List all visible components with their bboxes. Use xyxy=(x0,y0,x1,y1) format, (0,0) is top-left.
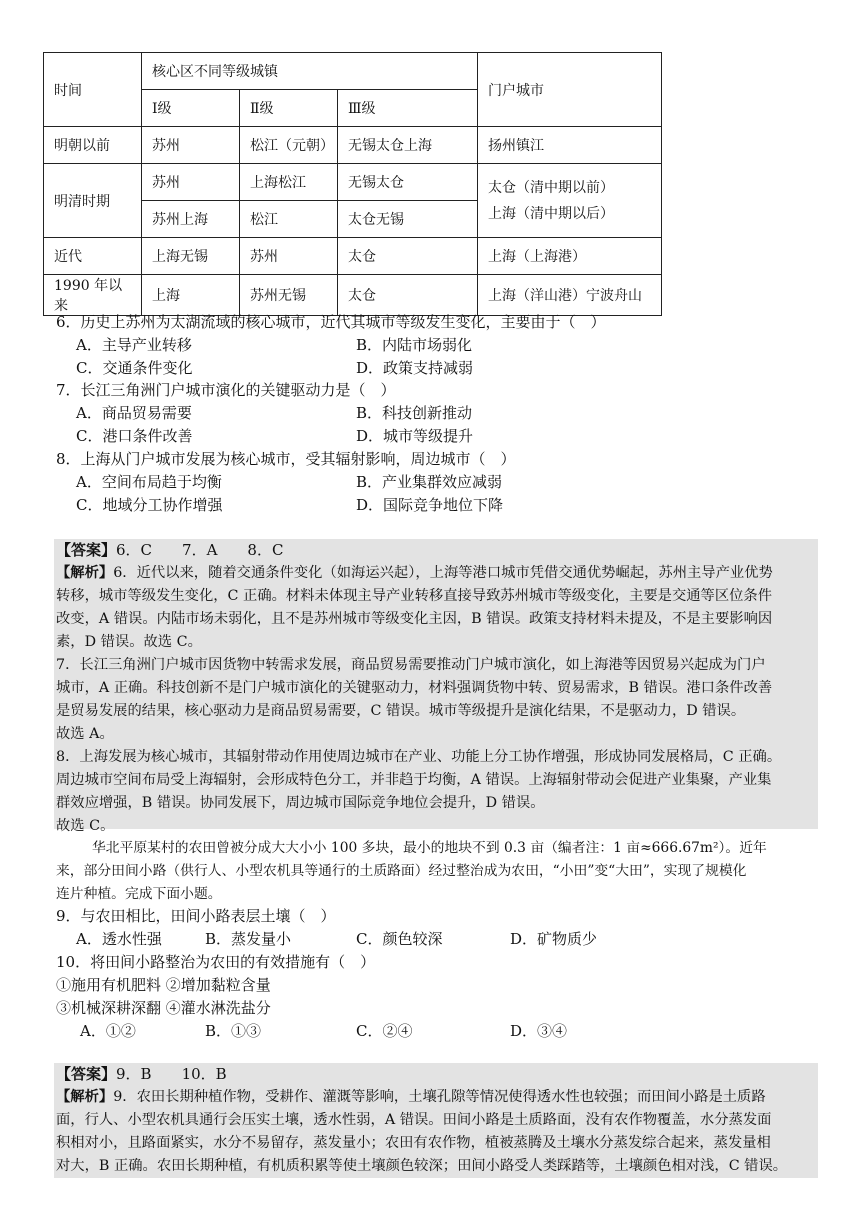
option: D．政策支持减弱 xyxy=(356,359,474,377)
cell: 太仓 xyxy=(338,238,478,275)
cell: 无锡太仓上海 xyxy=(338,127,478,164)
analysis-line: 群效应增强，B 错误。协同发展下，周边城市国际竞争地位会提升，D 错误。 xyxy=(56,795,545,811)
analysis-line: 故选 C。 xyxy=(56,818,115,834)
cell: 太仓 xyxy=(338,275,478,316)
option: C．②④ xyxy=(356,1022,413,1040)
cell: 上海（上海港） xyxy=(478,238,662,275)
option: A．空间布局趋于均衡 xyxy=(76,473,222,491)
cell: 明清时期 xyxy=(44,164,142,238)
analysis-line: 素，D 错误。故选 C。 xyxy=(56,634,202,650)
option: A．商品贸易需要 xyxy=(76,404,192,422)
cell: 上海（洋山港）宁波舟山 xyxy=(478,275,662,316)
cell: 近代 xyxy=(44,238,142,275)
option: B．蒸发量小 xyxy=(205,930,292,948)
table-row xyxy=(44,238,662,275)
option: C．港口条件改善 xyxy=(76,427,193,445)
cell: 松江（元朝） xyxy=(240,127,338,164)
analysis-line: 是贸易发展的结果，核心驱动力是商品贸易需要，C 错误。城市等级提升是演化结果，不是驱动力，D 错误。 xyxy=(56,703,746,719)
option: B．产业集群效应减弱 xyxy=(356,473,503,491)
analysis-line xyxy=(56,1086,766,1109)
option: C．颜色较深 xyxy=(356,930,443,948)
question-8: 8．上海从门户城市发展为核心城市，受其辐射影响，周边城市（ ） xyxy=(56,450,516,468)
option: C．交通条件变化 xyxy=(76,359,193,377)
material-line: 华北平原某村的农田曾被分成大大小小 100 多块，最小的地块不到 0.3 亩（编者注：1 亩≈666.67m²）。近年 xyxy=(92,840,767,856)
header-level-2: Ⅱ级 xyxy=(240,90,338,127)
header-gate: 门户城市 xyxy=(478,53,662,127)
option: A．透水性强 xyxy=(76,930,162,948)
analysis-line: 改变，A 错误。内陆市场未弱化，且不是苏州城市等级变化主因，B 错误。政策支持材料未提及，不是主要影响因 xyxy=(56,611,773,627)
cell: 1990 年以来 xyxy=(44,275,142,316)
option: A．主导产业转移 xyxy=(76,336,192,354)
cell: 无锡太仓 xyxy=(338,164,478,201)
header-level-1: Ⅰ级 xyxy=(142,90,240,127)
analysis-line: 面，行人、小型农机具通行会压实土壤，透水性弱，A 错误。田间小路是土质路面，没有农作物覆盖，水分蒸发面 xyxy=(56,1112,772,1128)
analysis-line: 故选 A。 xyxy=(56,726,114,742)
question-6: 6．历史上苏州为太湖流域的核心城市，近代其城市等级发生变化，主要由于（ ） xyxy=(56,313,606,331)
cell: 明朝以前 xyxy=(44,127,142,164)
cell-line: 太仓（清中期以前） xyxy=(488,179,614,196)
cell-line: 上海（清中期以后） xyxy=(488,205,614,222)
header-time: 时间 xyxy=(44,53,142,127)
answer-block-1 xyxy=(54,539,818,834)
statements-line: ①施用有机肥料 ②增加黏粒含量 xyxy=(56,976,271,994)
answer-text: 6．C 7．A 8．C xyxy=(116,541,284,559)
question-9: 9．与农田相比，田间小路表层土壤（ ） xyxy=(56,907,336,925)
cell: 苏州 xyxy=(142,127,240,164)
city-level-table xyxy=(43,52,662,316)
cell: 苏州 xyxy=(142,164,240,201)
option: C．地域分工协作增强 xyxy=(76,496,223,514)
option: A．①② xyxy=(80,1022,136,1040)
option: D．国际竞争地位下降 xyxy=(356,496,504,514)
cell-gate-ming-qing xyxy=(478,164,662,238)
cell: 上海松江 xyxy=(240,164,338,201)
analysis-line: 对大，B 正确。农田长期种植，有机质积累等使土壤颜色较深；田间小路受人类踩踏等，土壤颜色相对浅，C 错误。 xyxy=(56,1158,788,1174)
option: D．矿物质少 xyxy=(510,930,598,948)
material-line: 来，部分田间小路（供行人、小型农机具等通行的土质路面）经过整治成为农田，“小田”变“大田”，实现了规模化 xyxy=(56,863,747,879)
answer-label: 【答案】 xyxy=(56,1065,117,1083)
analysis-line: 转移，城市等级发生变化，C 正确。材料未体现主导产业转移直接导致苏州城市等级变化，主要是交通等区位条件 xyxy=(56,588,773,604)
statements-line: ③机械深耕深翻 ④灌水淋洗盐分 xyxy=(56,999,271,1017)
option: B．内陆市场弱化 xyxy=(356,336,473,354)
question-10: 10．将田间小路整治为农田的有效措施有（ ） xyxy=(56,953,376,971)
analysis-line: 积相对小，且路面紧实，水分不易留存，蒸发量小；农田有农作物，植被蒸腾及土壤水分蒸发综合起来，蒸发量相 xyxy=(56,1135,771,1151)
option: D．城市等级提升 xyxy=(356,427,474,445)
header-core: 核心区不同等级城镇 xyxy=(142,53,478,90)
answer-line xyxy=(56,539,283,562)
header-level-3: Ⅲ级 xyxy=(338,90,478,127)
analysis-line: 7．长江三角洲门户城市因货物中转需求发展，商品贸易需要推动门户城市演化，如上海港等因贸易兴起成为门户 xyxy=(56,657,766,673)
option: B．①③ xyxy=(205,1022,262,1040)
question-7: 7．长江三角洲门户城市演化的关键驱动力是（ ） xyxy=(56,381,396,399)
analysis-text: 9．农田长期种植作物，受耕作、灌溉等影响，土壤孔隙等情况使得透水性也较强；而田间小路是土质路 xyxy=(113,1089,766,1105)
analysis-line: 周边城市空间布局受上海辐射，会形成特色分工，并非趋于均衡，A 错误。上海辐射带动会促进产业集聚，产业集 xyxy=(56,772,772,788)
cell: 扬州镇江 xyxy=(478,127,662,164)
cell: 上海 xyxy=(142,275,240,316)
cell: 苏州上海 xyxy=(142,201,240,238)
table-row xyxy=(44,275,662,316)
option: B．科技创新推动 xyxy=(356,404,473,422)
table-row xyxy=(44,127,662,164)
cell: 太仓无锡 xyxy=(338,201,478,238)
analysis-line xyxy=(56,562,773,585)
analysis-line: 城市，A 正确。科技创新不是门户城市演化的关键驱动力，材料强调货物中转、贸易需求，B 错误。港口条件改善 xyxy=(56,680,773,696)
answer-line xyxy=(56,1063,227,1086)
cell: 苏州 xyxy=(240,238,338,275)
material-line: 连片种植。完成下面小题。 xyxy=(56,886,222,902)
analysis-line: 8．上海发展为核心城市，其辐射带动作用使周边城市在产业、功能上分工协作增强，形成协同发展格局，C 正确。 xyxy=(56,749,782,765)
analysis-label: 【解析】 xyxy=(56,565,114,581)
cell: 苏州无锡 xyxy=(240,275,338,316)
cell: 上海无锡 xyxy=(142,238,240,275)
analysis-label: 【解析】 xyxy=(56,1089,114,1105)
analysis-text: 6．近代以来，随着交通条件变化（如海运兴起），上海等港口城市凭借交通优势崛起，苏州主导产业优势 xyxy=(113,565,773,581)
answer-label: 【答案】 xyxy=(56,541,117,559)
option: D．③④ xyxy=(510,1022,568,1040)
answer-block-2 xyxy=(54,1063,818,1178)
cell: 松江 xyxy=(240,201,338,238)
table-row xyxy=(44,164,662,201)
answer-text: 9．B 10．B xyxy=(116,1065,227,1083)
